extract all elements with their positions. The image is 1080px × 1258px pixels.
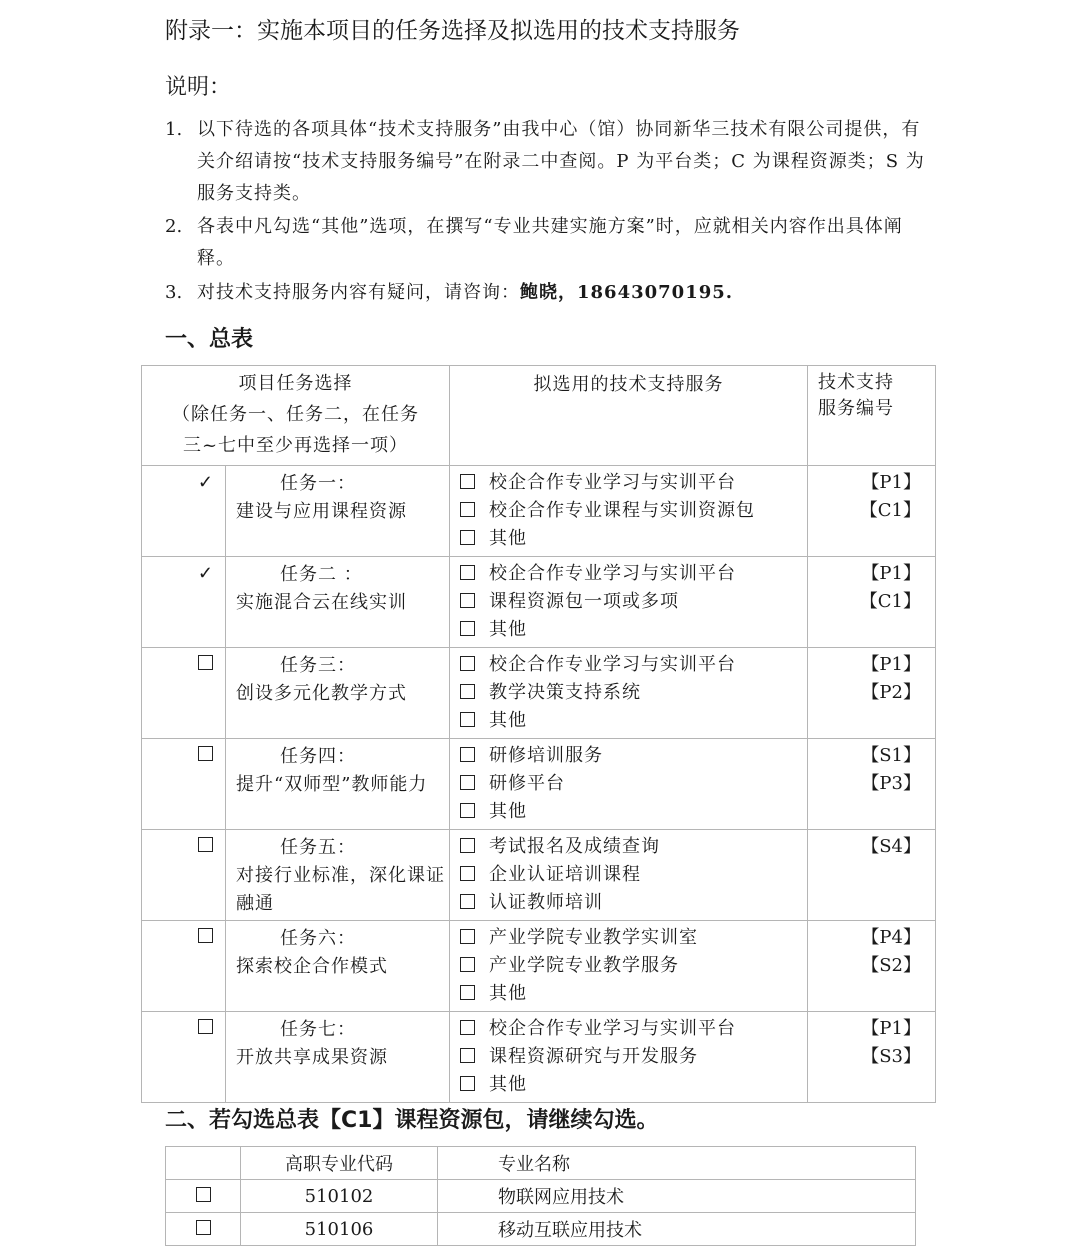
service-code: 【P2】 — [861, 682, 921, 703]
service-label: 研修平台 — [489, 773, 565, 794]
code-cell — [808, 466, 936, 557]
checkbox-icon[interactable] — [460, 502, 475, 517]
checkbox-icon[interactable] — [460, 985, 475, 1000]
checkbox-icon[interactable] — [198, 746, 213, 761]
checkbox-icon[interactable] — [460, 957, 475, 972]
summary-row — [142, 648, 936, 739]
checkbox-icon[interactable] — [460, 775, 475, 790]
checkbox-icon[interactable] — [460, 621, 475, 636]
task-cell — [226, 830, 450, 921]
service-option[interactable] — [460, 798, 807, 826]
task-title: 任务五： — [280, 837, 356, 858]
service-code: 【S1】 — [861, 745, 921, 766]
header-task-line2: （除任务一、任务二，在任务 — [172, 404, 419, 425]
code-cell — [808, 557, 936, 648]
checkbox-icon[interactable] — [460, 684, 475, 699]
task-title: 任务六： — [280, 928, 356, 949]
service-option[interactable] — [460, 469, 807, 497]
note-item-3 — [165, 277, 925, 309]
summary-row — [142, 830, 936, 921]
code-cell — [808, 1012, 936, 1103]
summary-row — [142, 739, 936, 830]
service-code: 【C1】 — [859, 591, 921, 612]
checkmark-icon[interactable]: ✓ — [197, 563, 213, 584]
note-text-main: 对技术支持服务内容有疑问，请咨询： — [197, 282, 520, 303]
summary-header-row — [142, 366, 936, 466]
service-cell — [450, 739, 808, 830]
service-label: 产业学院专业教学实训室 — [489, 927, 698, 948]
service-cell — [450, 557, 808, 648]
service-label: 产业学院专业教学服务 — [489, 955, 679, 976]
service-code: 【C1】 — [859, 500, 921, 521]
service-option[interactable] — [460, 952, 807, 980]
note-text: 以下待选的各项具体“技术支持服务”由我中心（馆）协同新华三技术有限公司提供，有关介绍请按“技术支持服务编号”在附录二中查阅。P 为平台类；C 为课程资源类；S 为服务支持类。 — [197, 119, 925, 204]
checkbox-icon[interactable] — [460, 474, 475, 489]
task-cell — [226, 557, 450, 648]
service-label: 其他 — [489, 983, 527, 1004]
service-label: 其他 — [489, 1074, 527, 1095]
section2-heading: 二、若勾选总表【C1】课程资源包，请继续勾选。 — [165, 1108, 659, 1133]
service-option[interactable] — [460, 588, 807, 616]
major-code: 510102 — [241, 1180, 438, 1213]
service-code: 【S4】 — [861, 836, 921, 857]
service-label: 校企合作专业学习与实训平台 — [489, 654, 736, 675]
service-option[interactable] — [460, 742, 807, 770]
checkbox-icon[interactable] — [198, 837, 213, 852]
service-code: 【P1】 — [861, 654, 921, 675]
service-label: 其他 — [489, 619, 527, 640]
task-select-cell[interactable] — [142, 1012, 226, 1103]
service-option[interactable] — [460, 1043, 807, 1071]
service-option[interactable] — [460, 525, 807, 553]
code-cell — [808, 830, 936, 921]
service-code: 【P1】 — [861, 1018, 921, 1039]
header-task-selection — [142, 366, 450, 466]
service-label: 校企合作专业课程与实训资源包 — [489, 500, 755, 521]
task-title: 任务一： — [280, 473, 356, 494]
service-label: 其他 — [489, 801, 527, 822]
code-cell — [808, 648, 936, 739]
checkbox-icon[interactable] — [196, 1220, 211, 1235]
task-title: 任务七： — [280, 1019, 356, 1040]
service-option[interactable] — [460, 497, 807, 525]
service-label: 考试报名及成绩查询 — [489, 836, 660, 857]
major-code: 510106 — [241, 1213, 438, 1246]
task-select-cell[interactable] — [142, 648, 226, 739]
major-table — [165, 1146, 916, 1246]
service-option[interactable] — [460, 651, 807, 679]
header-task-line3: 三~七中至少再选择一项） — [182, 435, 409, 456]
service-label: 企业认证培训课程 — [489, 864, 641, 885]
service-option[interactable] — [460, 833, 807, 861]
service-label: 校企合作专业学习与实训平台 — [489, 472, 736, 493]
task-title: 任务四： — [280, 746, 356, 767]
service-code: 【P3】 — [861, 773, 921, 794]
code-cell — [808, 739, 936, 830]
service-cell — [450, 921, 808, 1012]
task-desc: 建设与应用课程资源 — [236, 501, 407, 522]
checkbox-icon[interactable] — [198, 1019, 213, 1034]
header-service: 拟选用的技术支持服务 — [450, 366, 808, 466]
major-header-name: 专业名称 — [438, 1147, 916, 1180]
checkbox-icon[interactable] — [460, 1048, 475, 1063]
service-label: 研修培训服务 — [489, 745, 603, 766]
service-option[interactable] — [460, 924, 807, 952]
service-option[interactable] — [460, 1071, 807, 1099]
summary-table — [141, 365, 936, 1103]
major-name: 移动互联应用技术 — [438, 1213, 916, 1246]
service-code: 【S2】 — [861, 955, 921, 976]
checkbox-icon[interactable] — [460, 894, 475, 909]
task-select-cell[interactable] — [142, 557, 226, 648]
note-text: 各表中凡勾选“其他”选项，在撰写“专业共建实施方案”时，应就相关内容作出具体阐释。 — [197, 216, 903, 269]
notes-heading: 说明： — [165, 75, 232, 100]
note-number: 1. — [165, 119, 183, 140]
task-select-cell[interactable] — [142, 466, 226, 557]
summary-row — [142, 557, 936, 648]
service-option[interactable] — [460, 889, 807, 917]
checkbox-icon[interactable] — [460, 803, 475, 818]
note-item-2 — [165, 211, 925, 275]
checkbox-icon[interactable] — [460, 656, 475, 671]
task-desc: 开放共享成果资源 — [236, 1047, 388, 1068]
summary-row — [142, 921, 936, 1012]
service-option[interactable] — [460, 980, 807, 1008]
task-desc: 实施混合云在线实训 — [236, 592, 407, 613]
major-select-cell[interactable] — [166, 1180, 241, 1213]
checkbox-icon[interactable] — [198, 928, 213, 943]
note-text — [197, 277, 927, 309]
task-cell — [226, 1012, 450, 1103]
service-code: 【P4】 — [861, 927, 921, 948]
checkbox-icon[interactable] — [460, 929, 475, 944]
major-row — [166, 1213, 916, 1246]
major-header-code: 高职专业代码 — [241, 1147, 438, 1180]
service-option[interactable] — [460, 707, 807, 735]
task-cell — [226, 921, 450, 1012]
task-title: 任务二 ： — [280, 564, 363, 585]
task-cell — [226, 739, 450, 830]
service-option[interactable] — [460, 679, 807, 707]
major-row — [166, 1180, 916, 1213]
header-code — [808, 366, 936, 466]
note-number: 3. — [165, 282, 183, 303]
service-cell — [450, 830, 808, 921]
checkmark-icon[interactable]: ✓ — [197, 472, 213, 493]
checkbox-icon[interactable] — [460, 593, 475, 608]
checkbox-icon[interactable] — [460, 1020, 475, 1035]
service-label: 课程资源包一项或多项 — [489, 591, 679, 612]
service-option[interactable] — [460, 560, 807, 588]
checkbox-icon[interactable] — [460, 565, 475, 580]
checkbox-icon[interactable] — [460, 1076, 475, 1091]
task-desc: 创设多元化教学方式 — [236, 683, 407, 704]
summary-row — [142, 1012, 936, 1103]
checkbox-icon[interactable] — [460, 712, 475, 727]
major-select-cell[interactable] — [166, 1213, 241, 1246]
checkbox-icon[interactable] — [460, 747, 475, 762]
service-code: 【P1】 — [861, 563, 921, 584]
service-label: 校企合作专业学习与实训平台 — [489, 563, 736, 584]
header-code-line2: 服务编号 — [818, 398, 894, 419]
service-label: 教学决策支持系统 — [489, 682, 641, 703]
contact-info: 鲍晓，18643070195. — [520, 282, 734, 303]
task-select-cell[interactable] — [142, 921, 226, 1012]
service-label: 认证教师培训 — [489, 892, 603, 913]
code-cell — [808, 921, 936, 1012]
service-cell — [450, 1012, 808, 1103]
service-label: 课程资源研究与开发服务 — [489, 1046, 698, 1067]
header-task-line1: 项目任务选择 — [238, 373, 353, 394]
service-label: 校企合作专业学习与实训平台 — [489, 1018, 736, 1039]
task-desc: 提升“双师型”教师能力 — [236, 774, 428, 795]
checkbox-icon[interactable] — [460, 838, 475, 853]
note-item-1 — [165, 114, 925, 210]
note-number: 2. — [165, 216, 183, 237]
header-code-line1: 技术支持 — [818, 372, 894, 393]
service-label: 其他 — [489, 710, 527, 731]
checkbox-icon[interactable] — [460, 530, 475, 545]
checkbox-icon[interactable] — [460, 866, 475, 881]
service-cell — [450, 648, 808, 739]
page-title: 附录一：实施本项目的任务选择及拟选用的技术支持服务 — [165, 18, 740, 44]
service-option[interactable] — [460, 770, 807, 798]
task-select-cell[interactable] — [142, 830, 226, 921]
task-title: 任务三： — [280, 655, 356, 676]
service-label: 其他 — [489, 528, 527, 549]
service-cell — [450, 466, 808, 557]
major-name: 物联网应用技术 — [438, 1180, 916, 1213]
major-header-check — [166, 1147, 241, 1180]
task-desc: 探索校企合作模式 — [236, 956, 388, 977]
service-option[interactable] — [460, 861, 807, 889]
checkbox-icon[interactable] — [196, 1187, 211, 1202]
service-code: 【S3】 — [861, 1046, 921, 1067]
service-code: 【P1】 — [861, 472, 921, 493]
task-cell — [226, 466, 450, 557]
service-option[interactable] — [460, 1015, 807, 1043]
major-header-row — [166, 1147, 916, 1180]
task-cell — [226, 648, 450, 739]
summary-row — [142, 466, 936, 557]
section1-heading: 一、总表 — [165, 327, 254, 352]
task-select-cell[interactable] — [142, 739, 226, 830]
checkbox-icon[interactable] — [198, 655, 213, 670]
task-desc: 对接行业标准，深化课证融通 — [236, 865, 445, 914]
service-option[interactable] — [460, 616, 807, 644]
